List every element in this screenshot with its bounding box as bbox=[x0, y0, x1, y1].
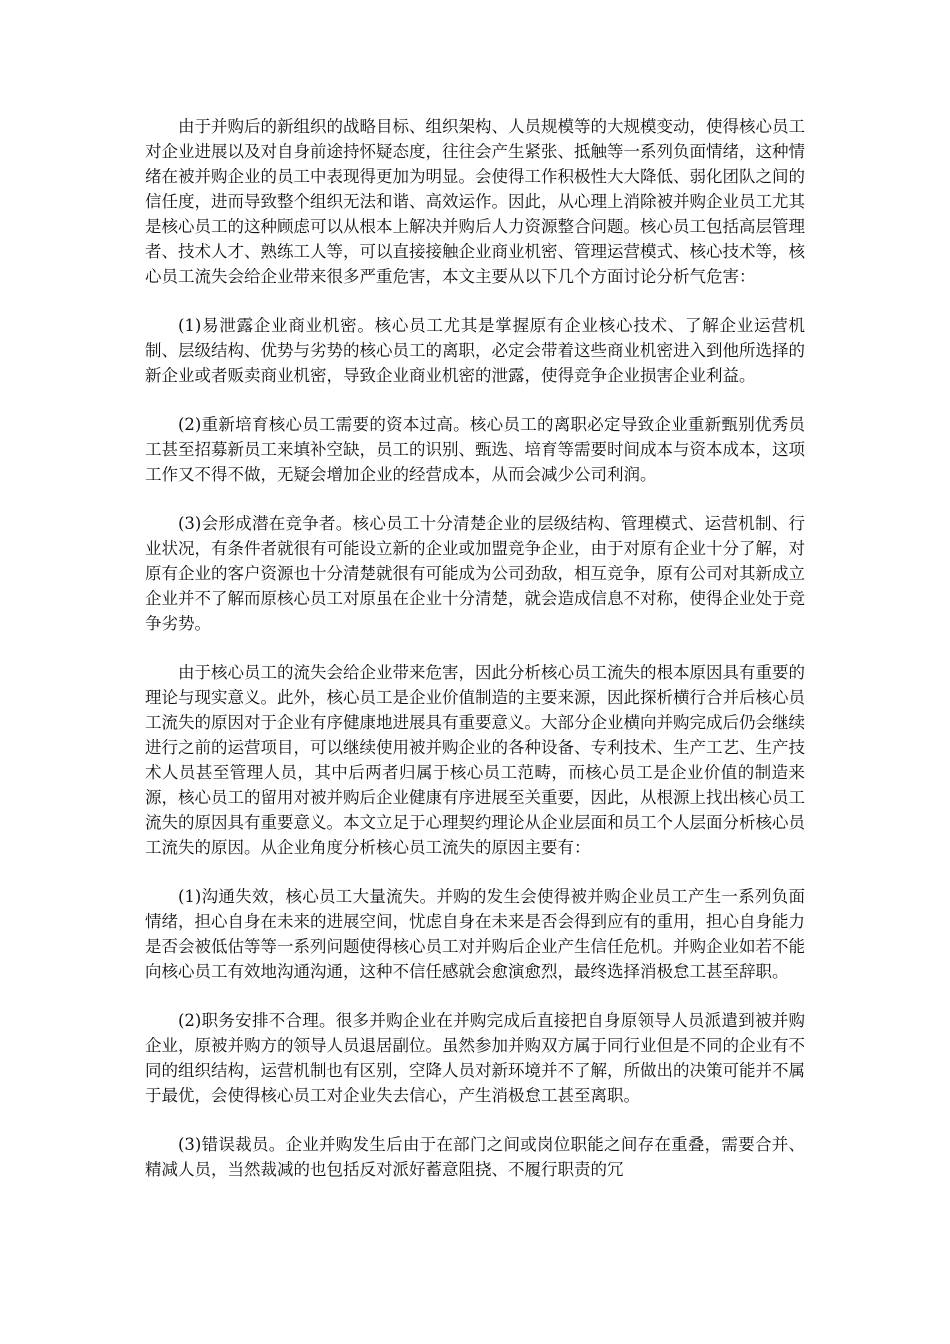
document-body bbox=[145, 114, 805, 1206]
paragraph-cause-3: (3)错误裁员。企业并购发生后由于在部门之间或岗位职能之间存在重叠，需要合并、精减人员，当然裁减的也包括反对派好蓄意阻挠、不履行职责的冗 bbox=[145, 1135, 805, 1179]
paragraph-causes-intro: 由于核心员工的流失会给企业带来危害，因此分析核心员工流失的根本原因具有重要的理论与现实意义。此外，核心员工是企业价值制造的主要来源，因此探析横行合并后核心员工流失的原因对于企业有序健康地进展具有重要意义。大部分企业横向并购完成后仍会继续进行之前的运营项目，可以继续使用被并购企业的各种设备、专利技术、生产工艺、生产技术人员甚至管理人员，其中后两者归属于核心员工范畴，而核心员工是企业价值的制造来源，核心员工的留用对被并购后企业健康有序进展至关重要，因此，从根源上找出核心员工流失的原因具有重要意义。本文立足于心理契约理论从企业层面和员工个人层面分析核心员工流失的原因。从企业角度分析核心员工流失的原因主要有： bbox=[145, 663, 805, 857]
paragraph-cause-2: (2)职务安排不合理。很多并购企业在并购完成后直接把自身原领导人员派遣到被并购企业，原被并购方的领导人员退居副位。虽然参加并购双方属于同行业但是不同的企业有不同的组织结构，运营机制也有区别，空降人员对新环境并不了解，所做出的决策可能并不属于最优，会使得核心员工对企业失去信心，产生消极怠工甚至离职。 bbox=[145, 1011, 805, 1105]
paragraph-harm-1: (1)易泄露企业商业机密。核心员工尤其是掌握原有企业核心技术、了解企业运营机制、层级结构、优势与劣势的核心员工的离职，必定会带着这些商业机密进入到他所选择的新企业或者贩卖商业机密，导致企业商业机密的泄露，使得竞争企业损害企业利益。 bbox=[145, 316, 805, 385]
paragraph-intro: 由于并购后的新组织的战略目标、组织架构、人员规模等的大规模变动，使得核心员工对企业进展以及对自身前途持怀疑态度，往往会产生紧张、抵触等一系列负面情绪，这种情绪在被并购企业的员工中表现得更加为明显。会使得工作积极性大大降低、弱化团队之间的信任度，进而导致整个组织无法和谐、高效运作。因此，从心理上消除被并购企业员工尤其是核心员工的这种顾虑可以从根本上解决并购后人力资源整合问题。核心员工包括高层管理者、技术人才、熟练工人等，可以直接接触企业商业机密、管理运营模式、核心技术等，核心员工流失会给企业带来很多严重危害，本文主要从以下几个方面讨论分析气危害： bbox=[145, 117, 805, 286]
paragraph-cause-1: (1)沟通失效，核心员工大量流失。并购的发生会使得被并购企业员工产生一系列负面情绪，担心自身在未来的进展空间，忧虑自身在未来是否会得到应有的重用，担心自身能力是否会被低估等等一系列问题使得核心员工对并购后企业产生信任危机。并购企业如若不能向核心员工有效地沟通沟通，这种不信任感就会愈演愈烈，最终选择消极怠工甚至辞职。 bbox=[145, 887, 805, 981]
paragraph-harm-2: (2)重新培育核心员工需要的资本过高。核心员工的离职必定导致企业重新甄别优秀员工甚至招募新员工来填补空缺，员工的识别、甄选、培育等需要时间成本与资本成本，这项工作又不得不做，无疑会增加企业的经营成本，从而会减少公司利润。 bbox=[145, 415, 805, 484]
paragraph-harm-3: (3)会形成潜在竞争者。核心员工十分清楚企业的层级结构、管理模式、运营机制、行业状况，有条件者就很有可能设立新的企业或加盟竞争企业，由于对原有企业十分了解，对原有企业的客户资源也十分清楚就很有可能成为公司劲敌，相互竞争，原有公司对其新成立企业并不了解而原核心员工对原虽在企业十分清楚，就会造成信息不对称，使得企业处于竞争劣势。 bbox=[145, 514, 805, 633]
